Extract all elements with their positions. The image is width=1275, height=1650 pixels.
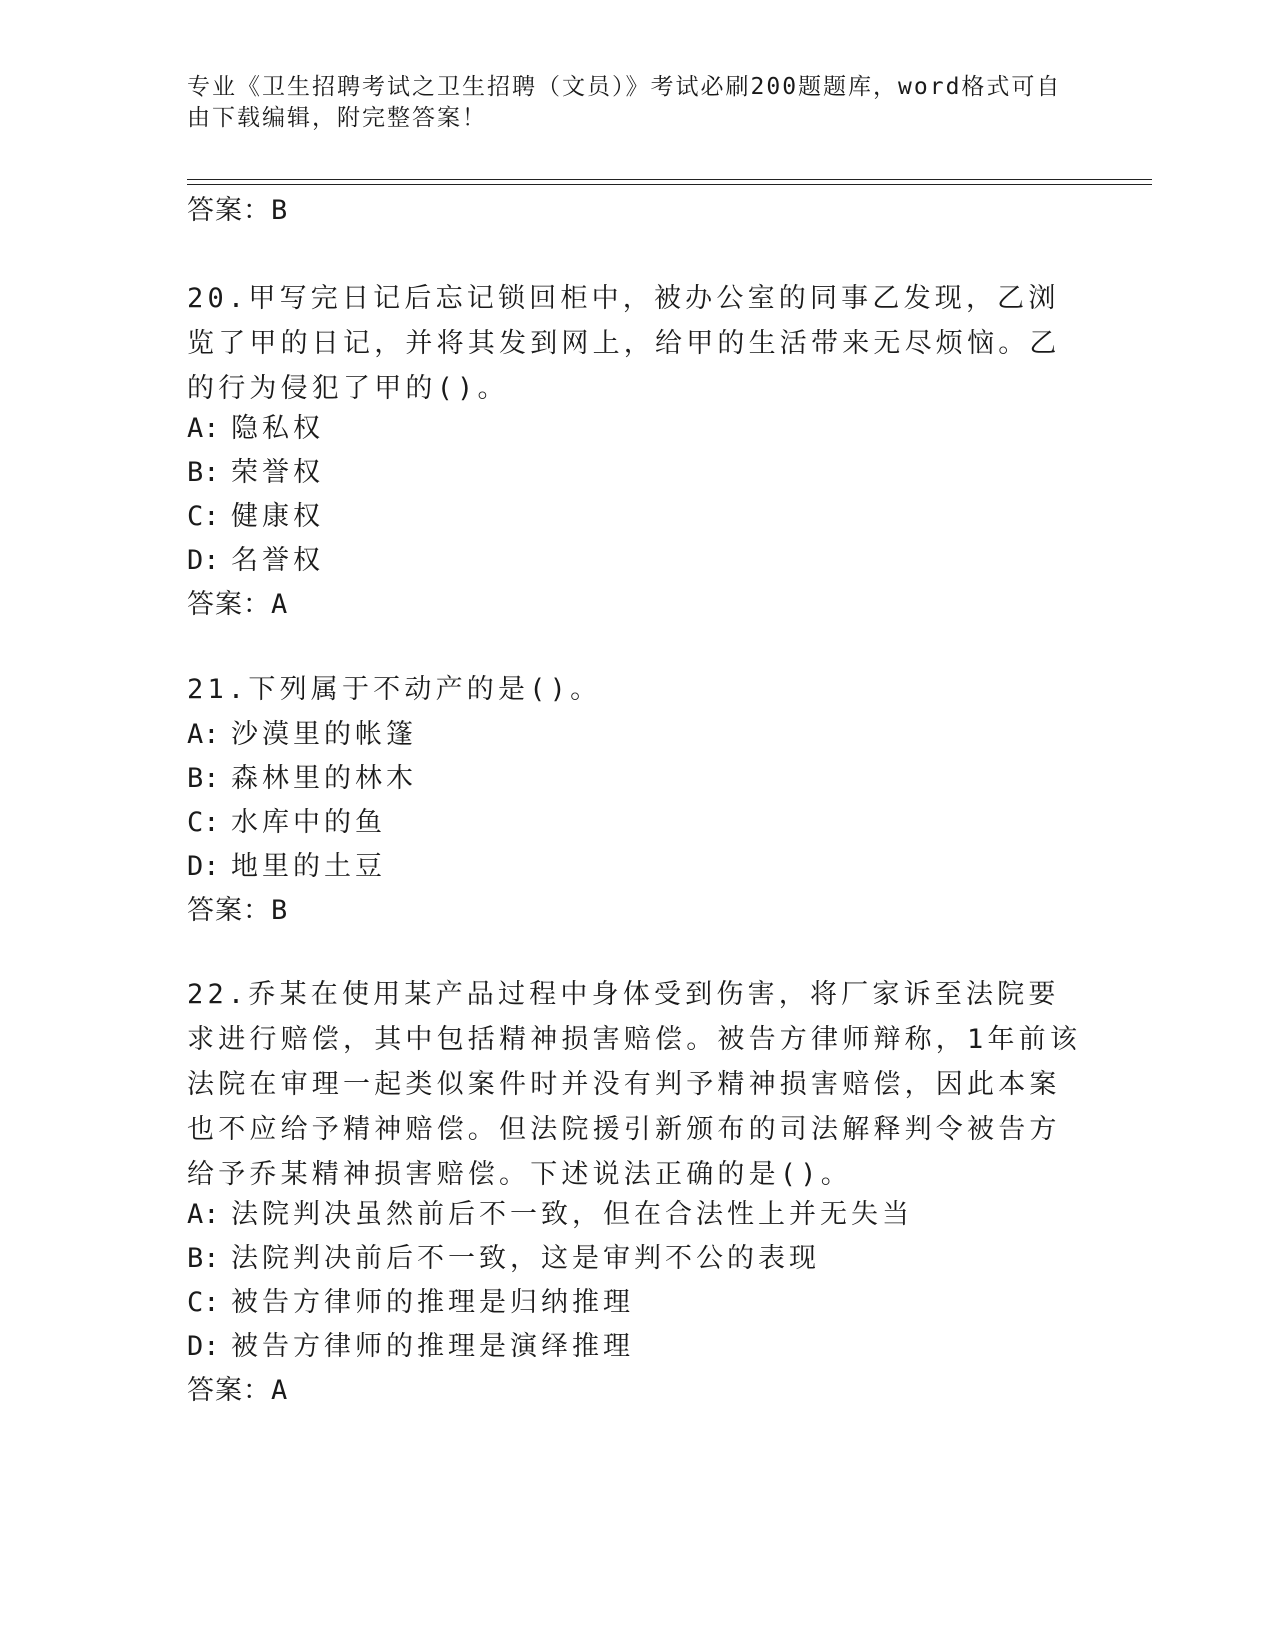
question-22-option-c [187, 1280, 634, 1319]
option-text: 荣誉权 [231, 457, 324, 488]
option-letter: D: [187, 851, 220, 882]
question-22-option-b [187, 1236, 820, 1275]
question-20-stem: 20.甲写完日记后忘记锁回柜中，被办公室的同事乙发现，乙浏览了甲的日记，并将其发到网上，给甲的生活带来无尽烦恼。乙的行为侵犯了甲的()。 [187, 283, 1061, 404]
option-text: 被告方律师的推理是演绎推理 [231, 1331, 634, 1362]
option-letter: C: [187, 807, 220, 838]
option-letter: D: [187, 545, 220, 576]
header-divider-bottom [187, 184, 1152, 185]
question-22-option-a [187, 1192, 913, 1231]
option-letter: A: [187, 719, 220, 750]
option-text: 名誉权 [231, 545, 324, 576]
option-letter: D: [187, 1331, 220, 1362]
previous-answer: 答案：B [187, 195, 289, 226]
option-text: 隐私权 [231, 413, 324, 444]
question-21-option-b [187, 756, 417, 795]
option-letter: C: [187, 1287, 220, 1318]
question-20-option-a [187, 406, 324, 445]
question-20-option-c [187, 494, 324, 533]
option-text: 法院判决虽然前后不一致，但在合法性上并无失当 [231, 1199, 913, 1230]
question-22-answer: 答案：A [187, 1375, 289, 1406]
question-21-answer: 答案：B [187, 895, 289, 926]
option-text: 水库中的鱼 [231, 807, 386, 838]
option-letter: B: [187, 1243, 220, 1274]
option-letter: C: [187, 501, 220, 532]
question-21-option-d [187, 844, 386, 883]
question-21-stem: 21.下列属于不动产的是()。 [187, 674, 602, 705]
option-letter: A: [187, 413, 220, 444]
question-21-option-a [187, 712, 417, 751]
question-20-answer: 答案：A [187, 589, 289, 620]
question-22-stem: 22.乔某在使用某产品过程中身体受到伤害，将厂家诉至法院要求进行赔偿，其中包括精神损害赔偿。被告方律师辩称，1年前该法院在审理一起类似案件时并没有判予精神损害赔偿，因此本案也不应给予精神赔偿。但法院援引新颁布的司法解释判令被告方给予乔某精神损害赔偿。下述说法正确的是()。 [187, 979, 1082, 1190]
document-header: 专业《卫生招聘考试之卫生招聘（文员）》考试必刷200题题库，word格式可自由下载编辑，附完整答案！ [187, 74, 1062, 131]
question-20-option-b [187, 450, 324, 489]
question-20-option-d [187, 538, 324, 577]
option-text: 健康权 [231, 501, 324, 532]
option-text: 法院判决前后不一致，这是审判不公的表现 [231, 1243, 820, 1274]
option-letter: A: [187, 1199, 220, 1230]
option-text: 沙漠里的帐篷 [231, 719, 417, 750]
option-text: 地里的土豆 [231, 851, 386, 882]
option-letter: B: [187, 457, 220, 488]
question-22-option-d [187, 1324, 634, 1363]
option-text: 被告方律师的推理是归纳推理 [231, 1287, 634, 1318]
question-21-option-c [187, 800, 386, 839]
option-text: 森林里的林木 [231, 763, 417, 794]
header-divider-top [187, 179, 1152, 180]
option-letter: B: [187, 763, 220, 794]
